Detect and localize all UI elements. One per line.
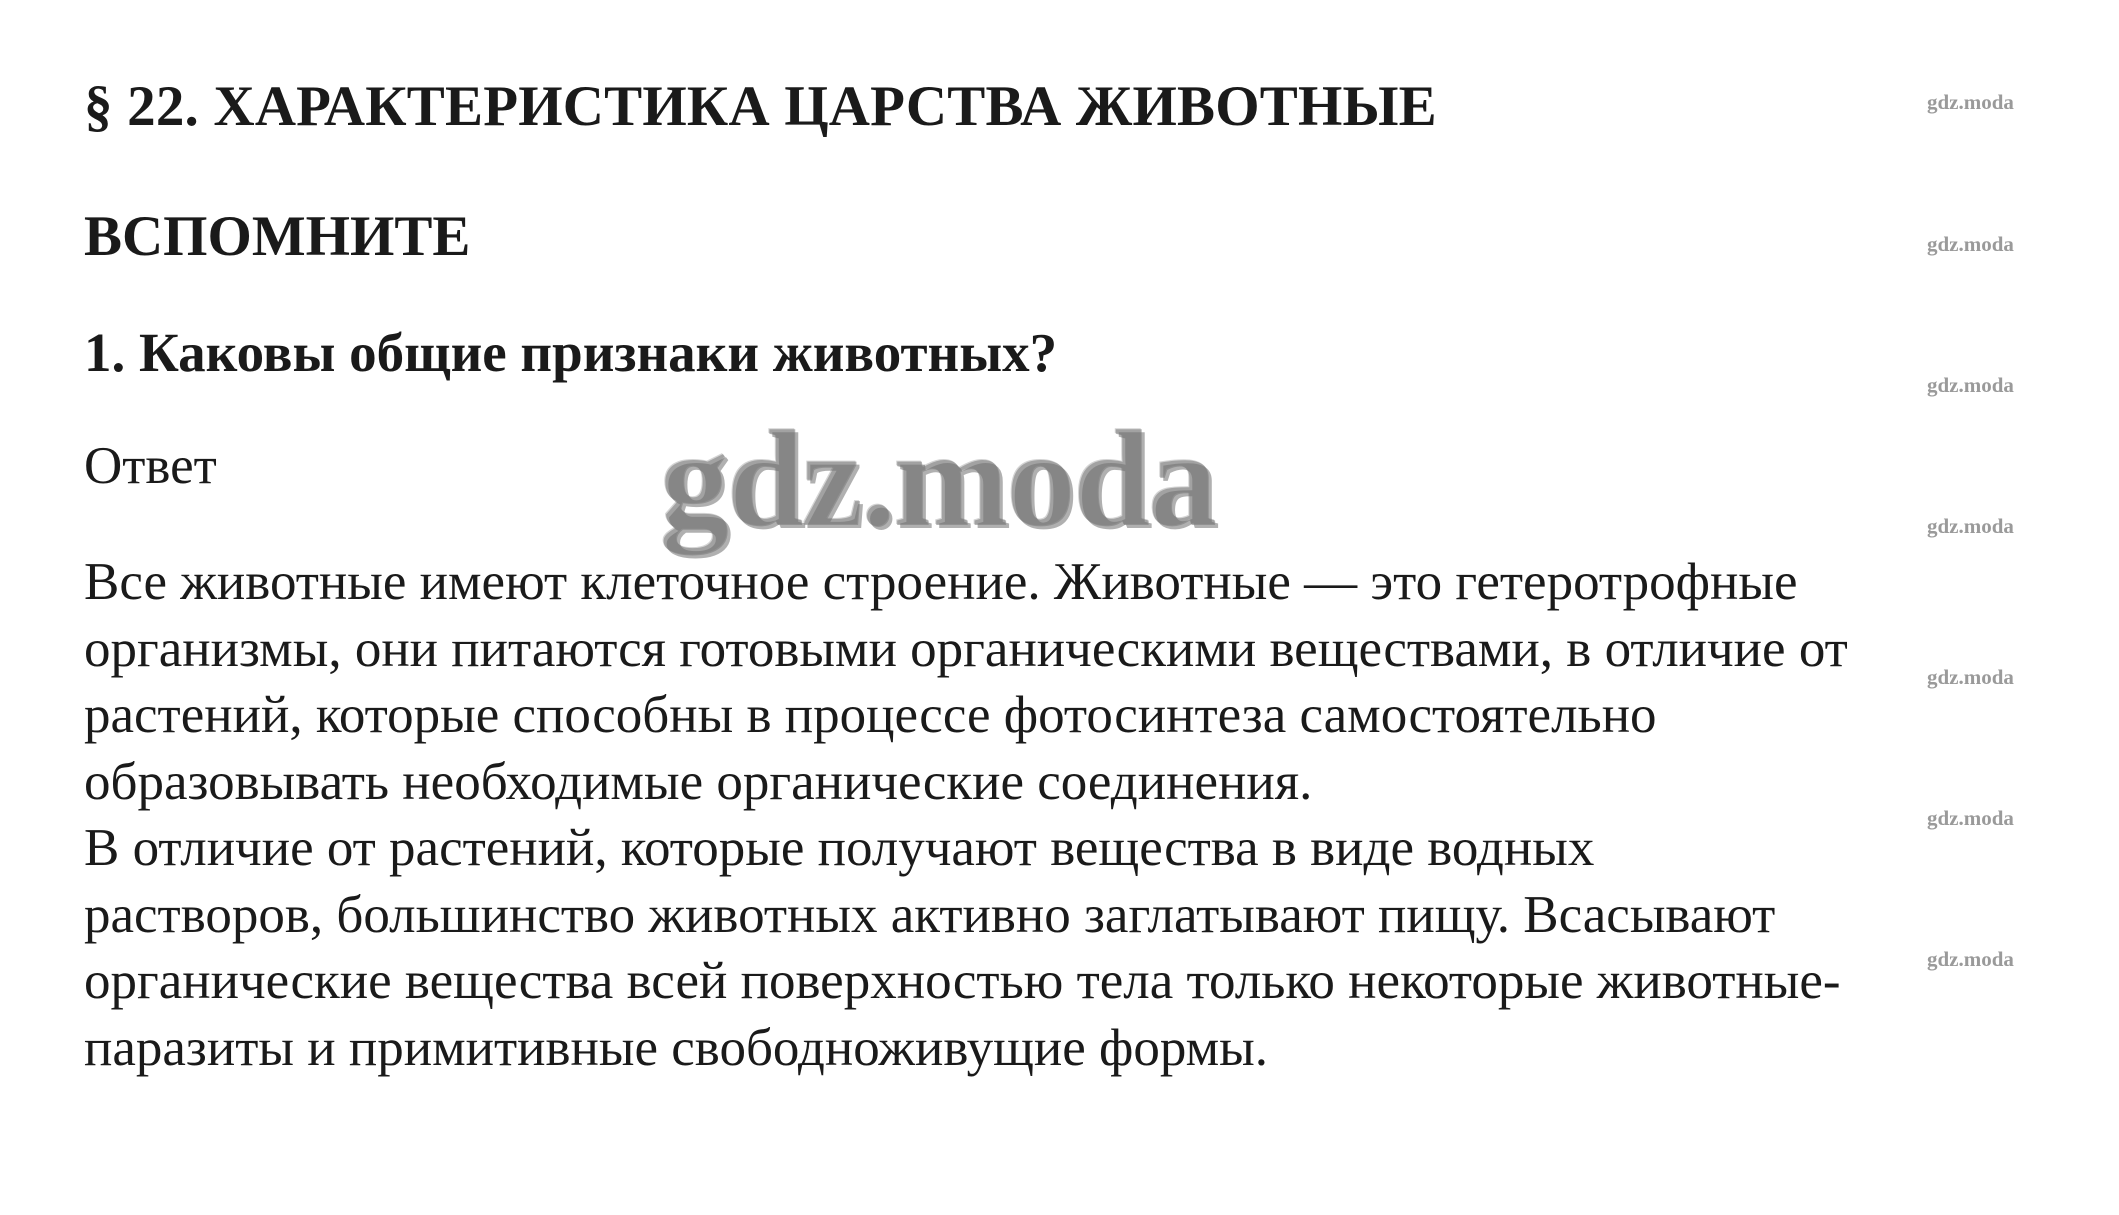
- answer-line: растворов, большинство животных активно заглатывают пищу. Всасывают: [84, 885, 1776, 944]
- answer-line: растений, которые способны в процессе фотосинтеза самостоятельно: [84, 686, 1657, 744]
- answer-line: организмы, они питаются готовыми органическими веществами, в отличие от: [84, 619, 1848, 678]
- answer-line: Все животные имеют клеточное строение. Животные — это гетеротрофные: [84, 553, 1798, 611]
- answer-label: Ответ: [84, 437, 217, 495]
- section-heading: ВСПОМНИТЕ: [84, 205, 471, 268]
- answer-line: В отличие от растений, которые получают вещества в виде водных: [84, 819, 1595, 877]
- side-watermark: gdz.moda: [1927, 947, 2014, 971]
- answer-line: органические вещества всей поверхностью тела только некоторые животные-: [84, 952, 1841, 1010]
- answer-body: [84, 549, 1848, 1081]
- side-watermark: gdz.moda: [1927, 665, 2014, 689]
- answer-line: образовывать необходимые органические соединения.: [84, 752, 1313, 811]
- side-watermark: gdz.moda: [1927, 232, 2014, 256]
- answer-line: паразиты и примитивные свободноживущие формы.: [84, 1018, 1268, 1077]
- side-watermark: gdz.moda: [1927, 806, 2014, 830]
- side-watermark: gdz.moda: [1927, 373, 2014, 397]
- side-watermark: gdz.moda: [1927, 90, 2014, 114]
- page-title: § 22. ХАРАКТЕРИСТИКА ЦАРСТВА ЖИВОТНЫЕ: [84, 75, 1437, 138]
- side-watermark: gdz.moda: [1927, 514, 2014, 538]
- center-watermark: gdz.moda: [660, 402, 1216, 555]
- question-text: 1. Каковы общие признаки животных?: [84, 322, 1058, 383]
